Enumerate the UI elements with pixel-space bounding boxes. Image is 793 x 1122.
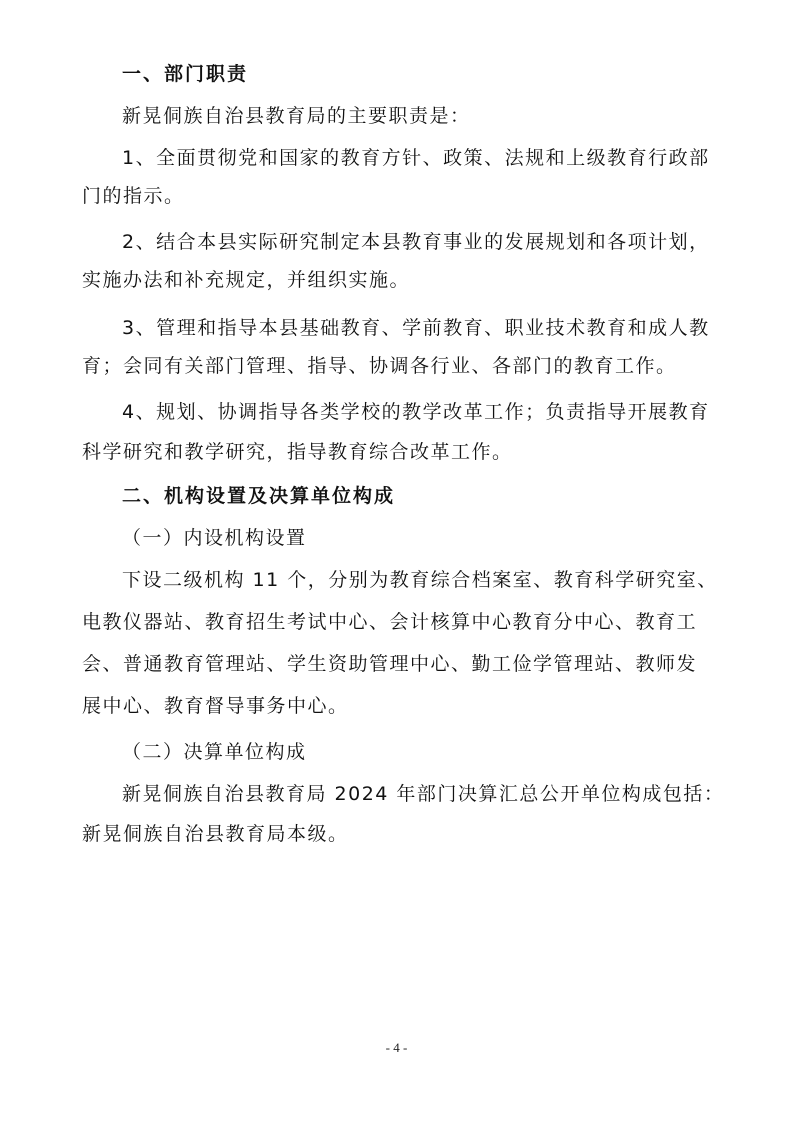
internal-structure-line-2: 电教仪器站、教育招生考试中心、会计核算中心教育分中心、教育工 xyxy=(82,611,698,633)
section-heading-structure: 二、机构设置及决算单位构成 xyxy=(122,485,396,507)
section-heading-duties: 一、部门职责 xyxy=(122,63,249,85)
duties-intro: 新晃侗族自治县教育局的主要职责是： xyxy=(122,105,471,127)
internal-structure-line-4: 展中心、教育督导事务中心。 xyxy=(82,695,349,717)
duty-item-1-line2: 门的指示。 xyxy=(82,185,185,207)
page-number: - 4 - xyxy=(385,1040,408,1055)
duty-item-4-line2: 科学研究和教学研究，指导教育综合改革工作。 xyxy=(82,441,513,463)
subsection-accounts-title: （二）决算单位构成 xyxy=(122,741,307,763)
accounts-line-2: 新晃侗族自治县教育局本级。 xyxy=(82,823,349,845)
duty-item-2-line1: 2、结合本县实际研究制定本县教育事业的发展规划和各项计划， xyxy=(122,231,710,253)
internal-structure-line-3: 会、普通教育管理站、学生资助管理中心、勤工俭学管理站、教师发 xyxy=(82,653,698,675)
duty-item-2-line2: 实施办法和补充规定，并组织实施。 xyxy=(82,269,411,291)
accounts-line-1: 新晃侗族自治县教育局 2024 年部门决算汇总公开单位构成包括： xyxy=(122,783,725,805)
duty-item-3-line1: 3、管理和指导本县基础教育、学前教育、职业技术教育和成人教 xyxy=(122,317,710,339)
duty-item-1-line1: 1、全面贯彻党和国家的教育方针、政策、法规和上级教育行政部 xyxy=(122,147,710,169)
duty-item-4-line1: 4、规划、协调指导各类学校的教学改革工作；负责指导开展教育 xyxy=(122,401,710,423)
internal-structure-line-1: 下设二级机构 11 个，分别为教育综合档案室、教育科学研究室、 xyxy=(122,569,718,591)
duty-item-3-line2: 育；会同有关部门管理、指导、协调各行业、各部门的教育工作。 xyxy=(82,355,677,377)
subsection-internal-title: （一）内设机构设置 xyxy=(122,527,307,549)
